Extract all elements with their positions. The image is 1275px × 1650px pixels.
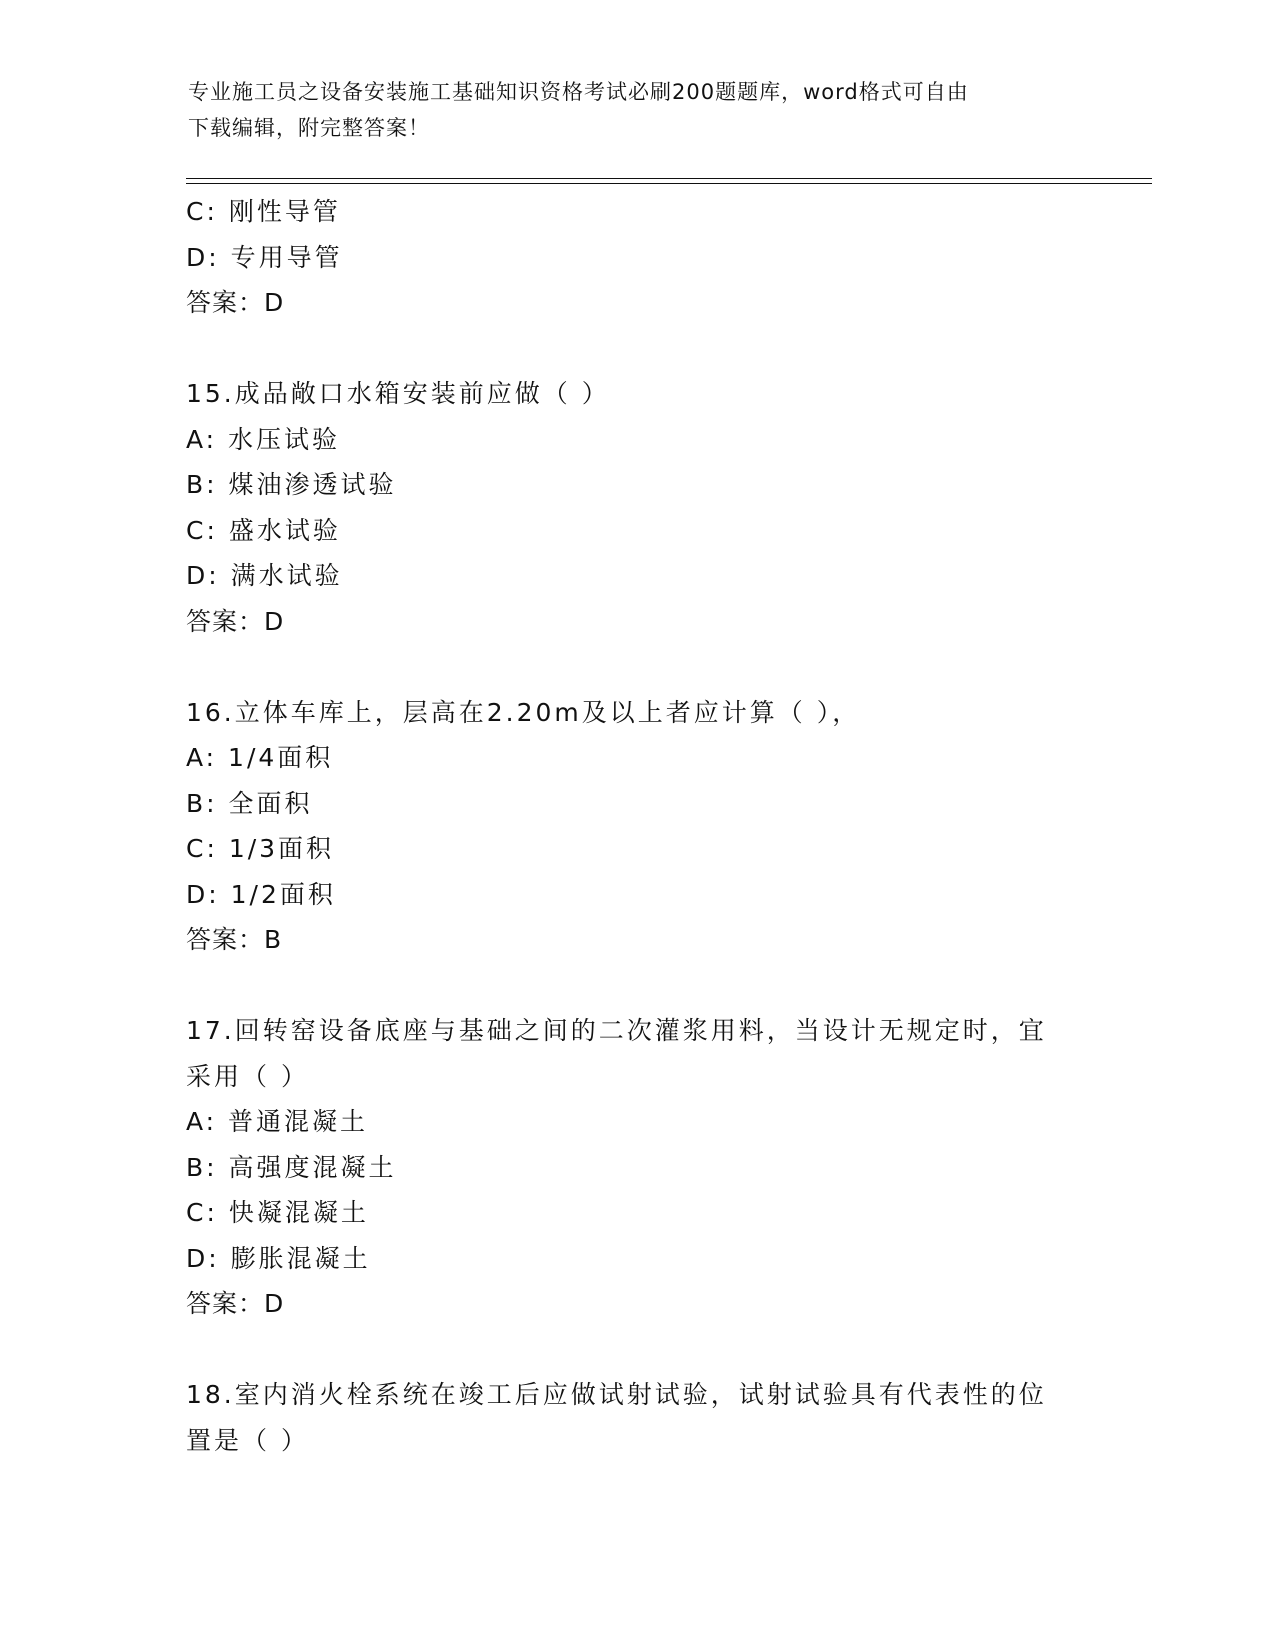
- option-a: A: 普通混凝土: [186, 1107, 369, 1136]
- question-stem-line-2: 置是（ ）: [186, 1425, 309, 1455]
- option-d: D: 1/2面积: [186, 879, 336, 909]
- option-c: C: 盛水试验: [186, 515, 341, 545]
- question-stem-line-2: 采用（ ）: [186, 1061, 309, 1091]
- answer: 答案：D: [186, 288, 285, 317]
- option-d: D: 满水试验: [186, 561, 343, 590]
- option-b: B: 煤油渗透试验: [186, 470, 397, 499]
- question-stem: 15.成品敞口水箱安装前应做（ ）: [186, 379, 610, 408]
- header-line-1: 专业施工员之设备安装施工基础知识资格考试必刷200题题库，word格式可自由: [188, 80, 969, 104]
- option-a: A: 1/4面积: [186, 743, 334, 772]
- option-c: C: 快凝混凝土: [186, 1198, 369, 1227]
- question-list: [186, 189, 1086, 1463]
- question-stem: 16.立体车库上，层高在2.20m及以上者应计算（ ），: [186, 697, 861, 727]
- option-b: B: 高强度混凝土: [186, 1152, 397, 1182]
- header-line-2: 下载编辑，附完整答案！: [188, 116, 430, 140]
- question-stem-line-1: 17.回转窑设备底座与基础之间的二次灌浆用料，当设计无规定时，宜: [186, 1016, 1047, 1045]
- spacer: [186, 644, 1086, 690]
- answer: 答案：D: [186, 606, 285, 636]
- answer: 答案：B: [186, 925, 283, 954]
- option-b: B: 全面积: [186, 788, 313, 818]
- spacer: [186, 326, 1086, 372]
- option-a: A: 水压试验: [186, 424, 341, 454]
- question-stem-line-1: 18.室内消火栓系统在竣工后应做试射试验，试射试验具有代表性的位: [186, 1380, 1047, 1409]
- document-header: [188, 74, 1068, 146]
- spacer: [186, 963, 1086, 1009]
- option-c: C: 刚性导管: [186, 197, 341, 226]
- header-divider-top: [186, 178, 1152, 179]
- spacer: [186, 1327, 1086, 1373]
- option-c: C: 1/3面积: [186, 834, 335, 863]
- answer: 答案：D: [186, 1289, 285, 1318]
- option-d: D: 专用导管: [186, 242, 343, 272]
- header-divider-bottom: [186, 183, 1152, 184]
- option-d: D: 膨胀混凝土: [186, 1243, 371, 1273]
